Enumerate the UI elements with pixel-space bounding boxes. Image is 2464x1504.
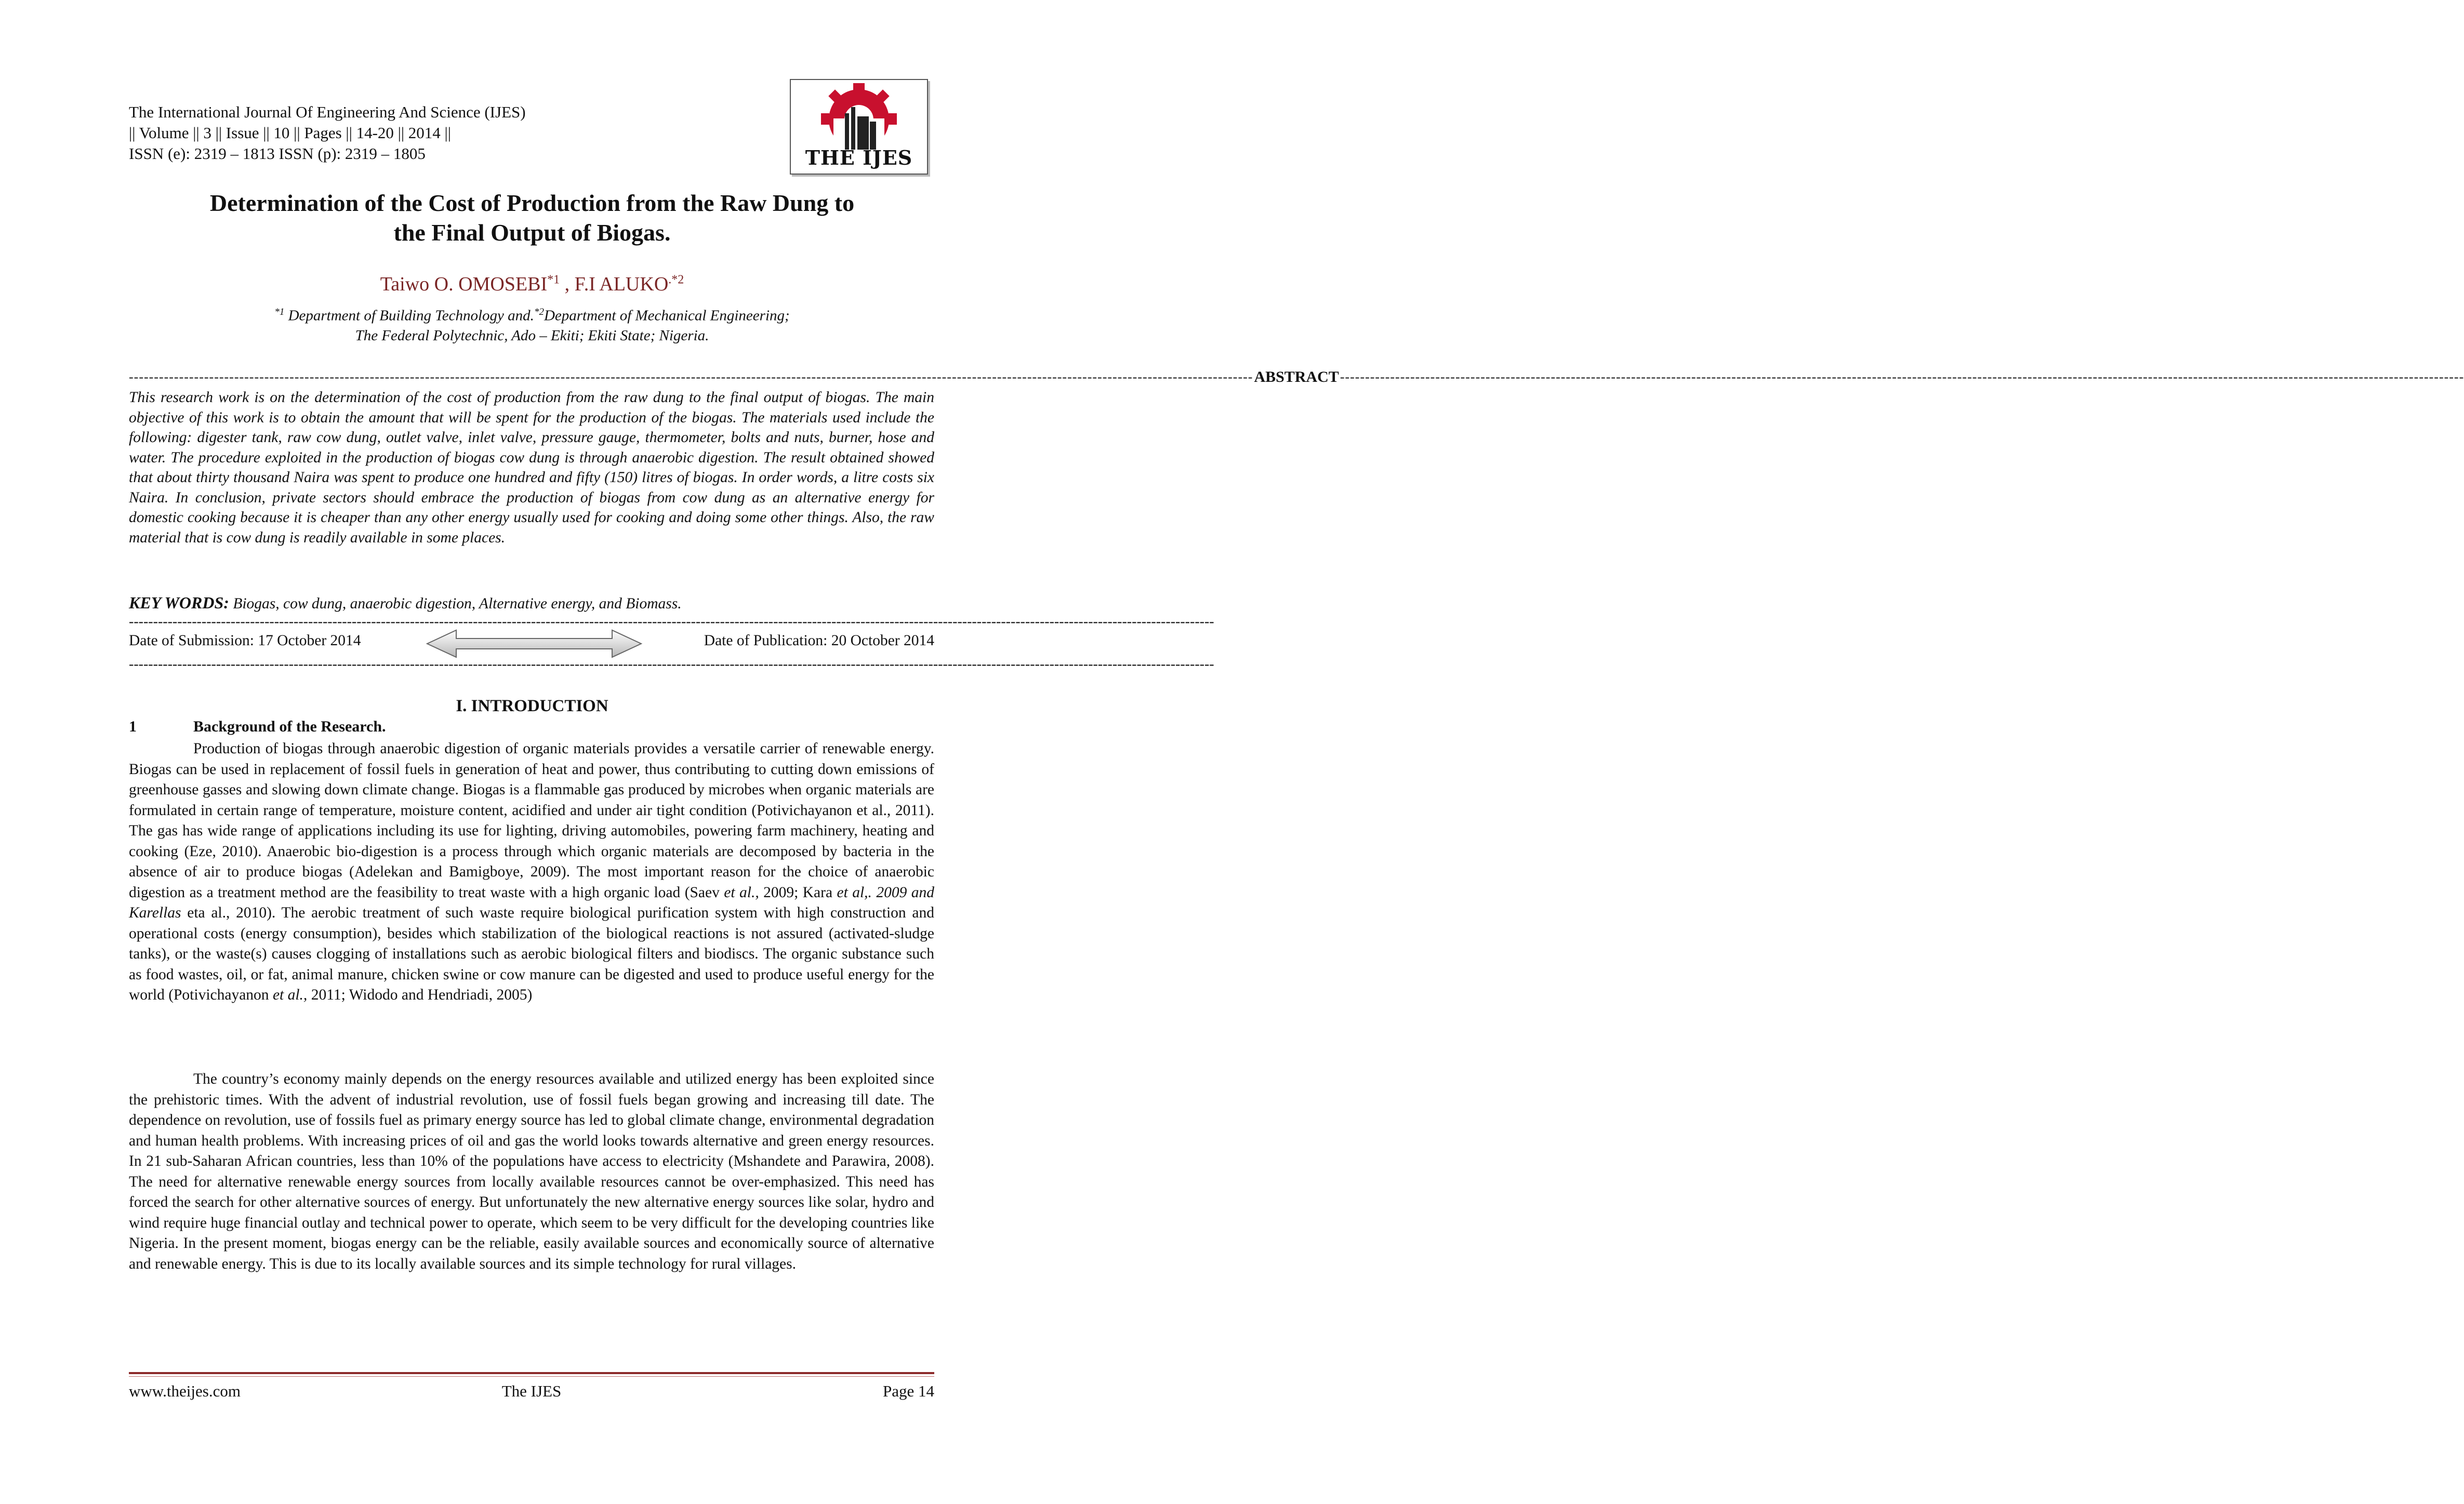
author-2-marker: .*2 bbox=[668, 273, 684, 287]
intro-p1-d: 2011; Widodo and Hendriadi, 2005) bbox=[307, 987, 533, 1003]
dash-rule-bottom: -------------------------------------------------------------------------------------------------------------------------------------------------------------------------------------------------------------------------------- bbox=[129, 656, 1214, 672]
intro-paragraph-2 bbox=[129, 1069, 934, 1274]
section-heading-introduction: I. INTRODUCTION bbox=[456, 697, 608, 715]
intro-p1-b: 2009; Kara bbox=[759, 884, 837, 901]
ijes-logo bbox=[790, 79, 928, 175]
submission-date: Date of Submission: 17 October 2014 bbox=[129, 632, 361, 649]
intro-p1-a: Production of biogas through anaerobic digestion of organic materials provides a versatile carrier of renewable energy. Biogas can be used in replacement of fossil fuels in generation of heat and power, thus contributing to cutting down emissions of greenhouse gasses and slowing down climate change. Biogas is a flammable gas produced by microbes when organic materials are formulated in certain range of temperature, moisture content, acidified and under air tight condition (Potivichayanon et al., 2011). The gas has wide range of applications including its use for lighting, driving automobiles, powering farm machinery, heating and cooking (Eze, 2010). Anaerobic bio-digestion is a process through which organic materials are decomposed by bacteria in the absence of air to produce biogas (Adelekan and Bamigboye, 2009). The most important reason for the choice of anaerobic digestion as a treatment method are the feasibility to treat waste with a high organic load (Saev bbox=[129, 740, 934, 901]
keywords bbox=[129, 592, 934, 614]
affiliation-line-1 bbox=[104, 302, 960, 326]
title-line-2: the Final Output of Biogas. bbox=[393, 219, 671, 246]
intro-p1-italic-2: et al,. 2009 and Karellas bbox=[129, 884, 934, 921]
journal-name: The International Journal Of Engineering And Science (IJES) bbox=[129, 103, 526, 121]
volume-line: || Volume || 3 || Issue || 10 || Pages || 14-20 || 2014 || bbox=[129, 124, 451, 142]
double-arrow-icon bbox=[425, 628, 643, 659]
intro-p1-italic-3: et al., bbox=[272, 987, 308, 1003]
footer-rule-thin bbox=[129, 1376, 934, 1377]
subsection-number: 1 bbox=[129, 718, 137, 735]
intro-p1-italic-1: et al., bbox=[724, 884, 759, 901]
footer-rule bbox=[129, 1372, 934, 1374]
footer-page-number: Page 14 bbox=[882, 1382, 934, 1400]
affil-dept-2: Department of Mechanical Engineering; bbox=[544, 307, 790, 324]
affiliation-line-2: The Federal Polytechnic, Ado – Ekiti; Ekiti State; Nigeria. bbox=[355, 327, 709, 344]
dash-rule-right: -------------------------------------------------------------------------------------------------------------------------------------------------------------------------------------------------------------------------------- bbox=[1340, 369, 2464, 384]
paper-title bbox=[104, 188, 960, 247]
logo-text: THE IJES bbox=[805, 146, 913, 169]
abstract-text: This research work is on the determination of the cost of production from the raw dung to the final output of biogas. The main objective of this work is to obtain the amount that will be spent for the production of the biogas. The materials used include the following: digester tank, raw cow dung, outlet valve, inlet valve, pressure gauge, thermometer, bolts and nuts, burner, hose and water. The procedure exploited in the production of biogas cow dung is through anaerobic digestion. The result obtained showed that about thirty thousand Naira was spent to produce one hundred and fifty (150) litres of biogas. In order words, a litre costs six Naira. In conclusion, private sectors should embrace the production of biogas from cow dung as an alternative energy for domestic cooking because it is cheaper than any other energy usually used for cooking and doing some other things. Also, the raw material that is cow dung is readily available in some places. bbox=[129, 389, 934, 546]
dash-rule-top: -------------------------------------------------------------------------------------------------------------------------------------------------------------------------------------------------------------------------------- bbox=[129, 614, 1214, 630]
abstract-heading-row bbox=[129, 367, 2464, 388]
footer bbox=[129, 1382, 934, 1404]
affil-dept-1: Department of Building Technology and. bbox=[284, 307, 534, 324]
abstract-heading: ABSTRACT bbox=[1254, 368, 1339, 385]
affil-marker-2: *2 bbox=[534, 307, 544, 317]
subsection-title: Background of the Research. bbox=[193, 718, 386, 735]
affil-marker-1: *1 bbox=[274, 307, 285, 317]
footer-website: www.theijes.com bbox=[129, 1382, 241, 1400]
title-line-1: Determination of the Cost of Production from the Raw Dung to bbox=[209, 190, 855, 216]
dash-rule-left: -------------------------------------------------------------------------------------------------------------------------------------------------------------------------------------------------------------------------------- bbox=[129, 369, 1253, 384]
publication-date: Date of Publication: 20 October 2014 bbox=[704, 632, 934, 649]
author-1-marker: *1 bbox=[547, 273, 560, 287]
authors bbox=[104, 273, 960, 296]
dates-row bbox=[129, 632, 934, 653]
affiliation bbox=[104, 302, 960, 345]
intro-p2-text: The country’s economy mainly depends on the energy resources available and utilized energy has been exploited since the prehistoric times. With the advent of industrial revolution, use of fossil fuels began growing and increasing till date. The dependence on revolution, use of fossils fuel as primary energy source has led to global climate change, environmental degradation and human health problems. With increasing prices of oil and gas the world looks towards alternative and green energy resources. In 21 sub-Saharan African countries, less than 10% of the populations have access to electricity (Mshandete and Parawira, 2008). The need for alternative renewable energy sources from locally available resources cannot be over-emphasized. This need has forced the search for other alternative sources of energy. But unfortunately the new alternative energy sources like solar, hydro and wind require huge financial outlay and technical power to operate, which seem to be very difficult for the developing countries like Nigeria. In the present moment, biogas energy can be the reliable, easily available sources and economically source of alternative and renewable energy. This is due to its locally available sources and its simple technology for rural villages. bbox=[129, 1071, 934, 1272]
issn-line: ISSN (e): 2319 – 1813 ISSN (p): 2319 – 1805 bbox=[129, 144, 426, 163]
gear-factory-icon bbox=[791, 82, 927, 150]
author-1: Taiwo O. OMOSEBI bbox=[380, 273, 548, 295]
keywords-text: Biogas, cow dung, anaerobic digestion, Alternative energy, and Biomass. bbox=[229, 595, 682, 612]
author-separator: , bbox=[560, 273, 575, 295]
intro-p1-c: eta al., 2010). The aerobic treatment of such waste require biological purification system with high construction and operational costs (energy consumption), besides which stabilization of the biological reactions is not assured (activated-sludge tanks), or the waste(s) causes clogging of installations such as aerobic biological filters and biodiscs. The organic substance such as food wastes, oil, or fat, animal manure, chicken swine or cow manure can be digested and used to produce useful energy for the world (Potivichayanon bbox=[129, 904, 934, 1003]
footer-journal: The IJES bbox=[501, 1382, 562, 1400]
intro-paragraph-1 bbox=[129, 739, 934, 1006]
author-2: F.I ALUKO bbox=[574, 273, 669, 295]
subsection-heading bbox=[129, 718, 386, 736]
keywords-label: KEY WORDS: bbox=[129, 593, 229, 612]
